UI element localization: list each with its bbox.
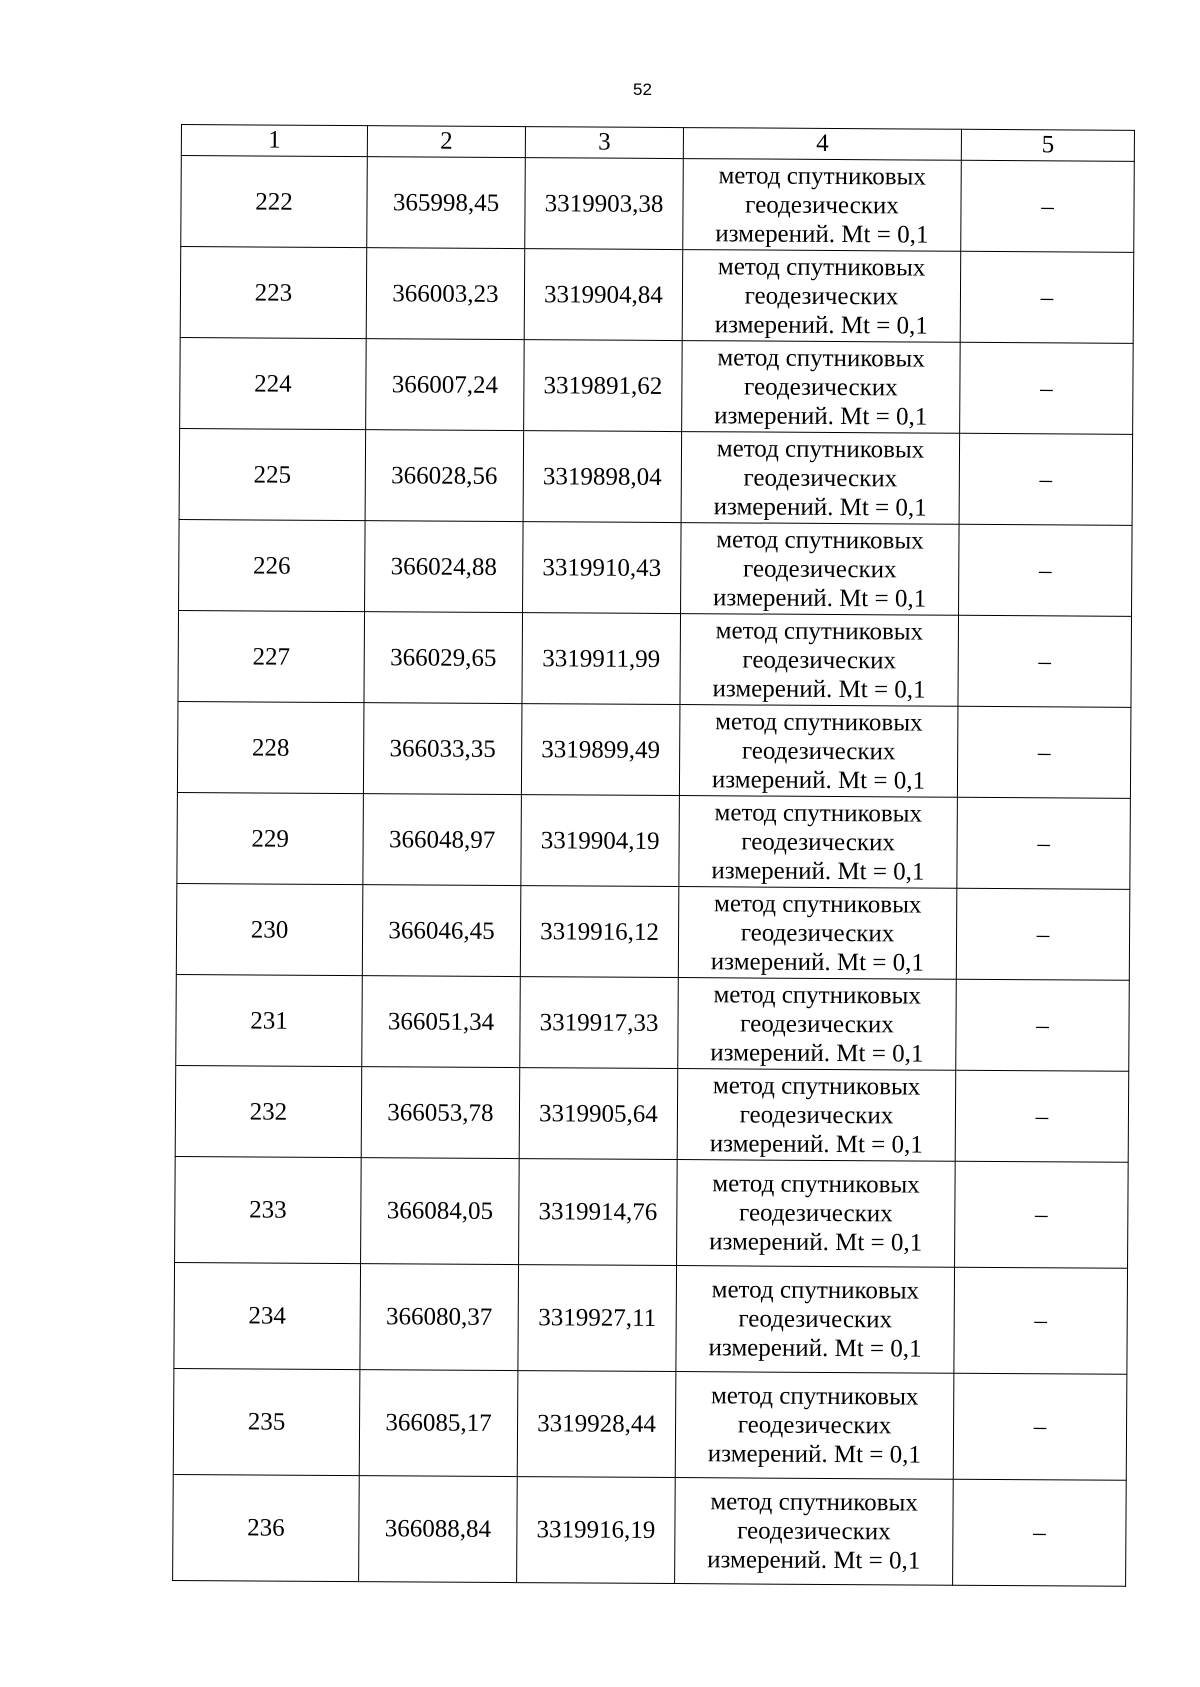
table-row [176,974,1130,1071]
x-coordinate-cell: 366029,65 [364,612,523,704]
point-number-cell: 222 [181,156,368,248]
note-cell: – [961,160,1135,252]
column-header: 5 [961,129,1134,161]
column-header: 3 [525,127,683,159]
x-coordinate-cell: 366028,56 [365,430,524,522]
table-row [178,610,1132,707]
note-cell: – [957,706,1131,798]
method-cell: метод спутниковых геодезических измерений. Mt = 0,1 [675,1372,954,1480]
method-cell: метод спутниковых геодезических измерений. Mt = 0,1 [681,432,960,525]
point-number-cell: 232 [175,1065,362,1157]
y-coordinate-cell: 3319916,19 [517,1477,676,1584]
x-coordinate-cell: 366084,05 [361,1158,520,1265]
point-number-cell: 231 [176,974,363,1066]
method-cell: метод спутниковых геодезических измерений. Mt = 0,1 [678,978,957,1071]
table-row [179,428,1133,525]
y-coordinate-cell: 3319891,62 [524,340,683,432]
y-coordinate-cell: 3319898,04 [523,431,682,523]
note-cell: – [960,342,1134,434]
method-cell: метод спутниковых геодезических измерений. Mt = 0,1 [682,250,961,343]
y-coordinate-cell: 3319928,44 [517,1371,676,1478]
point-number-cell: 234 [174,1262,361,1369]
note-cell: – [959,433,1133,525]
point-number-cell: 223 [180,247,367,339]
y-coordinate-cell: 3319911,99 [522,613,681,705]
table-row [176,883,1130,980]
note-cell: – [957,797,1131,889]
x-coordinate-cell: 365998,45 [367,157,526,249]
x-coordinate-cell: 366088,84 [359,1476,518,1583]
coordinates-table [172,124,1135,1587]
method-cell: метод спутниковых геодезических измерений. Mt = 0,1 [681,523,960,616]
table-row [173,1368,1127,1480]
column-header: 4 [683,128,961,161]
note-cell: – [953,1479,1127,1586]
x-coordinate-cell: 366033,35 [363,703,522,795]
method-cell: метод спутниковых геодезических измерений. Mt = 0,1 [679,796,958,889]
note-cell: – [955,1070,1129,1162]
y-coordinate-cell: 3319914,76 [519,1159,678,1266]
note-cell: – [960,251,1134,343]
note-cell: – [955,1161,1129,1268]
y-coordinate-cell: 3319905,64 [519,1068,678,1160]
x-coordinate-cell: 366051,34 [362,976,521,1068]
note-cell: – [956,888,1130,980]
y-coordinate-cell: 3319927,11 [518,1265,677,1372]
table-row [177,701,1131,798]
x-coordinate-cell: 366003,23 [366,248,525,340]
column-header: 2 [367,126,525,158]
method-cell: метод спутниковых геодезических измерений. Mt = 0,1 [683,159,962,252]
y-coordinate-cell: 3319903,38 [525,158,684,250]
point-number-cell: 225 [179,428,366,520]
point-number-cell: 229 [177,792,364,884]
point-number-cell: 235 [173,1368,360,1475]
note-cell: – [956,979,1130,1071]
note-cell: – [959,524,1133,616]
table-row [174,1262,1128,1374]
point-number-cell: 224 [180,337,367,429]
method-cell: метод спутниковых геодезических измерений. Mt = 0,1 [680,614,959,707]
method-cell: метод спутниковых геодезических измерений. Mt = 0,1 [676,1266,955,1374]
y-coordinate-cell: 3319910,43 [523,522,682,614]
point-number-cell: 236 [173,1474,360,1581]
column-header: 1 [181,125,367,157]
x-coordinate-cell: 366046,45 [362,885,521,977]
note-cell: – [958,615,1132,707]
point-number-cell: 228 [177,701,364,793]
table-row [175,1065,1129,1162]
x-coordinate-cell: 366024,88 [365,521,524,613]
y-coordinate-cell: 3319916,12 [520,886,679,978]
note-cell: – [953,1373,1127,1480]
x-coordinate-cell: 366048,97 [363,794,522,886]
x-coordinate-cell: 366007,24 [366,339,525,431]
method-cell: метод спутниковых геодезических измерений. Mt = 0,1 [678,887,957,980]
method-cell: метод спутниковых геодезических измерений. Mt = 0,1 [675,1478,954,1586]
y-coordinate-cell: 3319904,19 [521,795,680,887]
note-cell: – [954,1267,1128,1374]
table-row [175,1156,1129,1268]
point-number-cell: 227 [178,610,365,702]
table-row [181,156,1135,253]
x-coordinate-cell: 366085,17 [359,1370,518,1477]
table-row [179,519,1133,616]
table-row [180,337,1134,434]
x-coordinate-cell: 366080,37 [360,1264,519,1371]
y-coordinate-cell: 3319904,84 [524,249,683,341]
page-number: 52 [633,80,652,99]
method-cell: метод спутниковых геодезических измерений. Mt = 0,1 [677,1069,956,1162]
method-cell: метод спутниковых геодезических измерений. Mt = 0,1 [679,705,958,798]
point-number-cell: 230 [176,883,363,975]
point-number-cell: 226 [179,519,366,611]
method-cell: метод спутниковых геодезических измерений. Mt = 0,1 [677,1160,956,1268]
table-row [173,1474,1127,1586]
table-row [180,247,1134,344]
y-coordinate-cell: 3319899,49 [521,704,680,796]
table-row [177,792,1131,889]
point-number-cell: 233 [175,1156,362,1263]
x-coordinate-cell: 366053,78 [361,1067,520,1159]
method-cell: метод спутниковых геодезических измерений. Mt = 0,1 [682,341,961,434]
y-coordinate-cell: 3319917,33 [520,977,679,1069]
